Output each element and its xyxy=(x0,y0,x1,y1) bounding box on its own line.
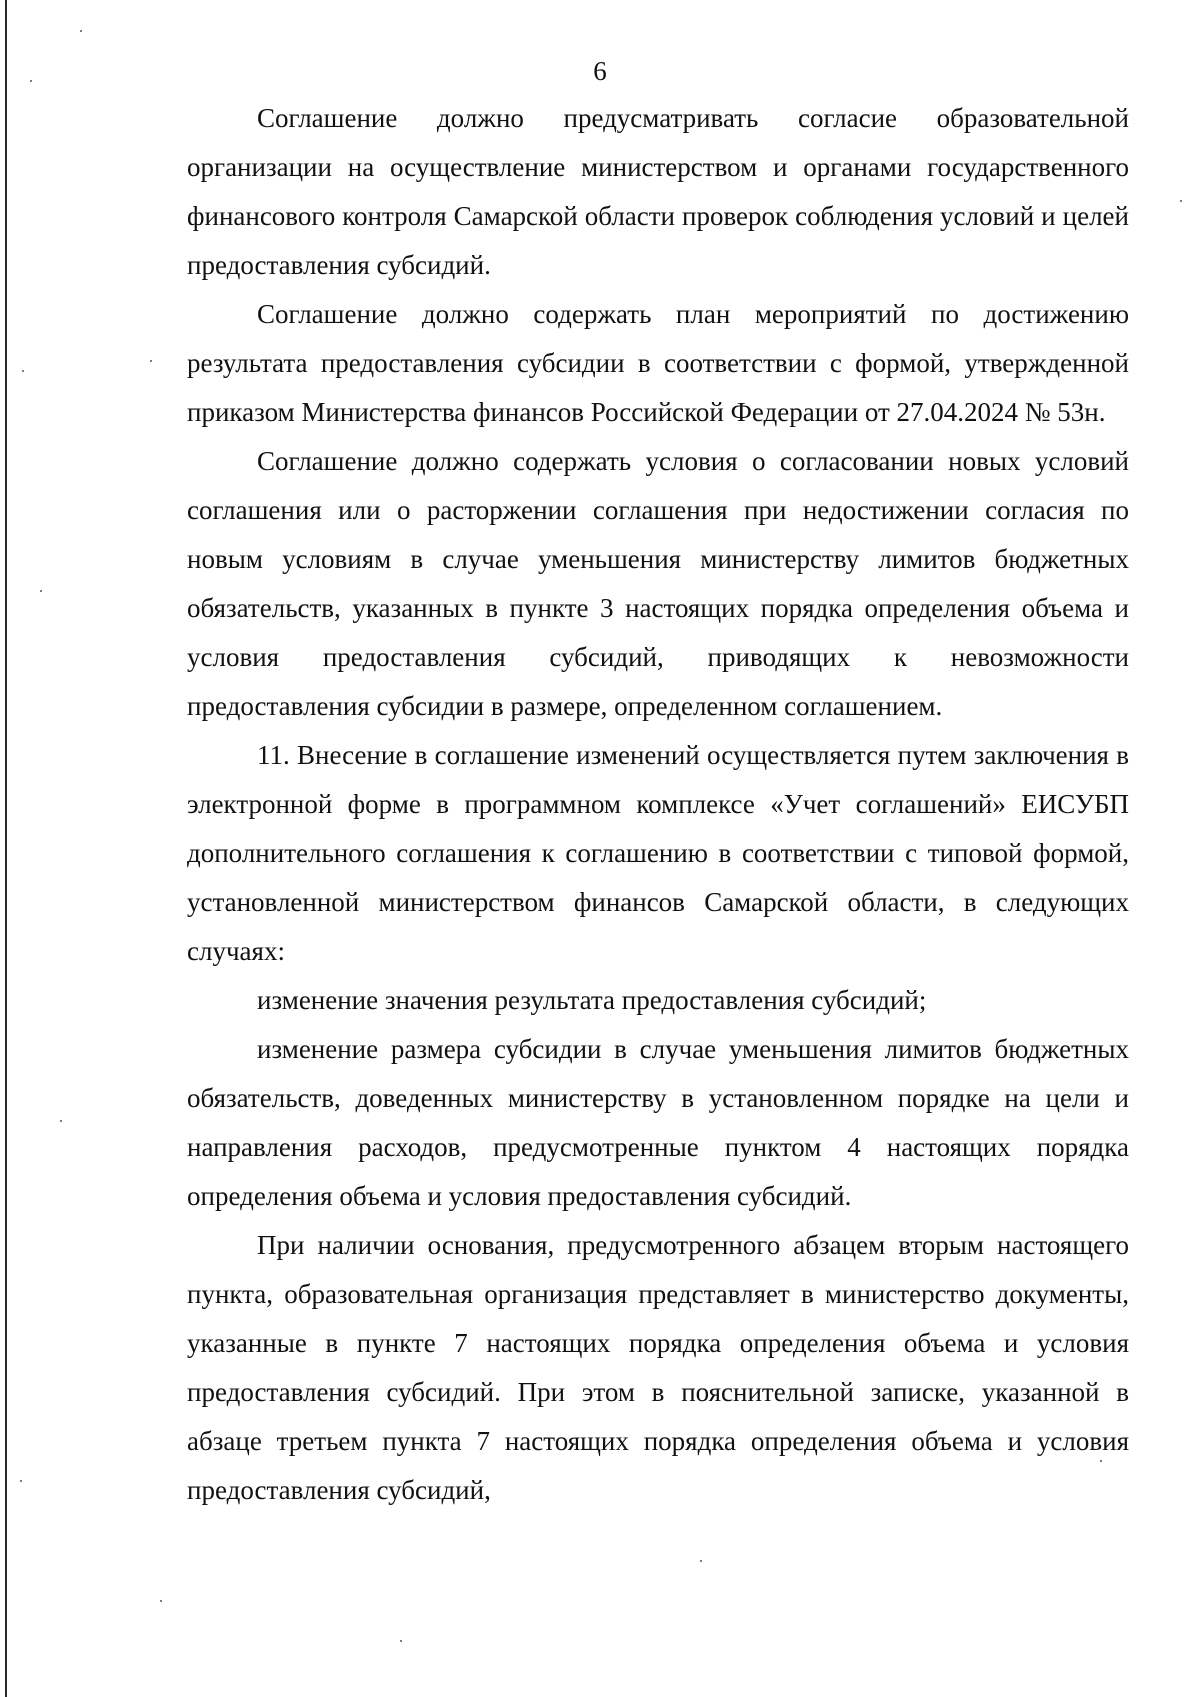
page-number: 6 xyxy=(593,56,607,86)
paragraph-agreement-consent: Соглашение должно предусматривать согласие образовательной организации на осуществление министерством и органами государственного финансового контроля Самарской области проверок соблюдения условий и целей предоставления субсидий. xyxy=(187,103,1129,280)
paragraph-grounds: При наличии основания, предусмотренного абзацем вторым настоящего пункта, образовательная организация представляет в министерство документы, указанные в пункте 7 настоящих порядка определения объема и условия предоставления субсидий. При этом в пояснительной записке, указанной в абзаце третьем пункта 7 настоящих порядка определения объема и условия предоставления субсидий, xyxy=(187,1230,1129,1505)
scan-speck xyxy=(60,1120,62,1122)
scan-speck xyxy=(20,1480,22,1482)
paragraph-case-size-change: изменение размера субсидии в случае уменьшения лимитов бюджетных обязательств, доведенных министерству в установленном порядке на цели и направления расходов, предусмотренные пунктом 4 настоящих порядка определения объема и условия предоставления субсидий. xyxy=(187,1034,1129,1211)
scan-speck xyxy=(700,1560,702,1562)
scan-speck xyxy=(40,590,42,592)
scan-left-edge xyxy=(5,0,7,1697)
scan-speck xyxy=(80,30,82,32)
paragraph-agreement-plan: Соглашение должно содержать план мероприятий по достижению результата предоставления субсидии в соответствии с формой, утвержденной приказом Министерства финансов Российской Федерации от 27.04.2024 № 53н. xyxy=(187,299,1129,427)
paragraph-item-11: 11. Внесение в соглашение изменений осуществляется путем заключения в электронной форме в программном комплексе «Учет соглашений» ЕИСУБП дополнительного соглашения к соглашению в соответствии с типовой формой, установленной министерством финансов Самарской области, в следующих случаях: xyxy=(187,740,1129,966)
scan-speck xyxy=(1180,200,1182,202)
paragraph-agreement-conditions: Соглашение должно содержать условия о согласовании новых условий соглашения или о расторжении соглашения при недостижении согласия по новым условиям в случае уменьшения министерству лимитов бюджетных обязательств, указанных в пункте 3 настоящих порядка определения объема и условия предоставления субсидий, приводящих к невозможности предоставления субсидии в размере, определенном соглашением. xyxy=(187,446,1129,721)
scan-speck xyxy=(22,370,24,372)
document-body xyxy=(187,94,1129,1515)
scan-speck xyxy=(400,1640,402,1642)
scan-speck xyxy=(150,360,152,362)
paragraph-case-result-change: изменение значения результата предоставления субсидий; xyxy=(257,985,927,1015)
scan-speck xyxy=(160,1600,162,1602)
